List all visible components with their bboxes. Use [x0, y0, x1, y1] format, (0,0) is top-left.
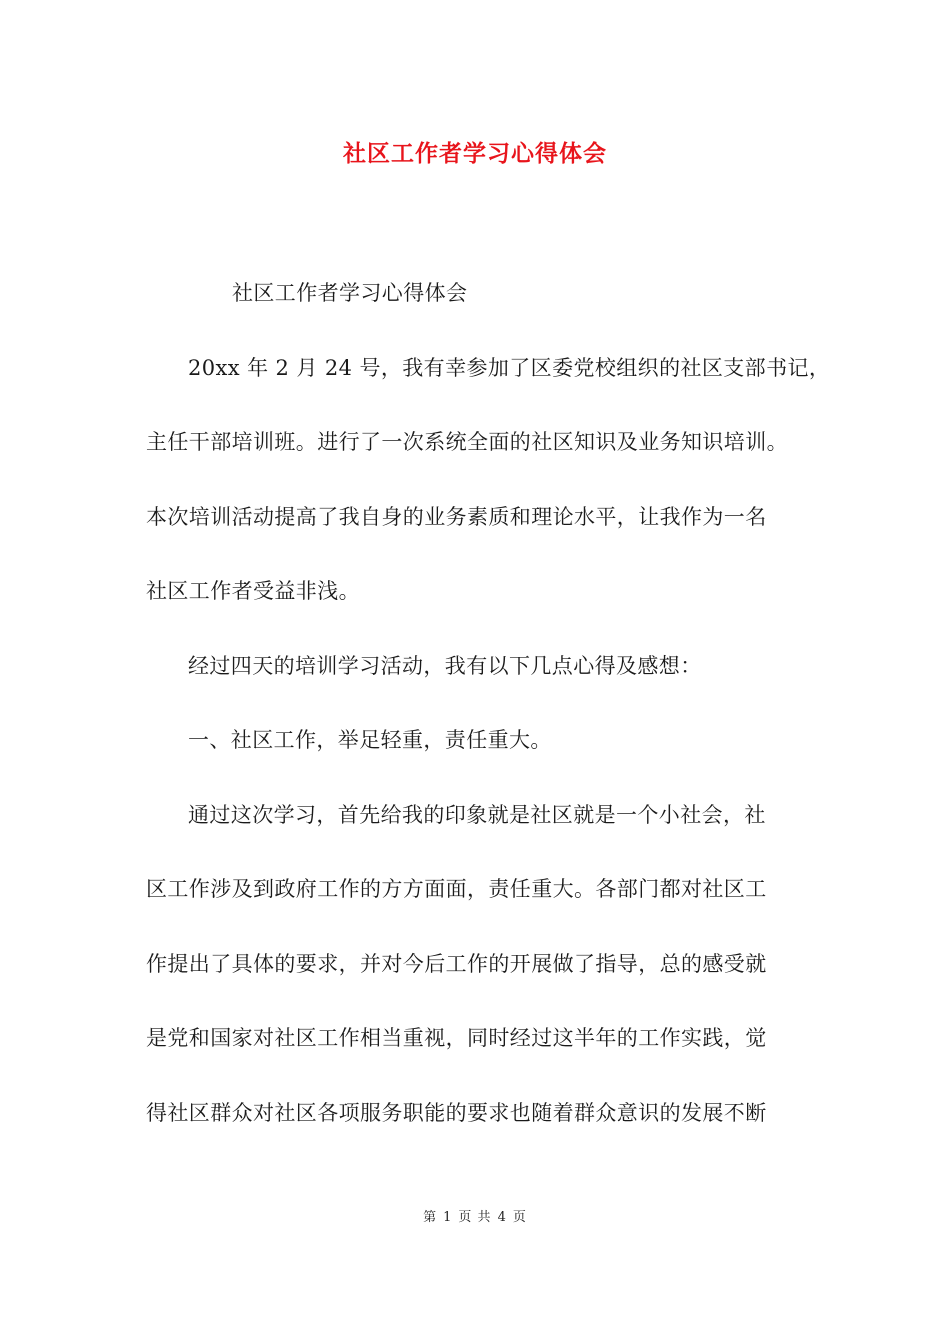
footer-suffix: 页 [512, 1210, 527, 1225]
body-line: 主任干部培训班。进行了一次系统全面的社区知识及业务知识培训。 [146, 430, 788, 454]
document-body [146, 272, 831, 1166]
body-line: 区工作涉及到政府工作的方方面面，责任重大。各部门都对社区工 [146, 877, 767, 901]
body-line: 经过四天的培训学习活动，我有以下几点心得及感想： [188, 653, 702, 678]
footer-page-number: 1 [443, 1210, 453, 1225]
body-subtitle: 社区工作者学习心得体会 [232, 281, 468, 305]
body-line: 20xx 年 2 月 24 号，我有幸参加了区委党校组织的社区支部书记， [188, 355, 831, 380]
footer-total-pages: 4 [497, 1210, 507, 1225]
body-line: 社区工作者受益非浅。 [146, 579, 360, 603]
body-line: 是党和国家对社区工作相当重视，同时经过这半年的工作实践，觉 [146, 1026, 767, 1050]
page-footer [0, 1208, 950, 1228]
body-line: 得社区群众对社区各项服务职能的要求也随着群众意识的发展不断 [146, 1100, 767, 1125]
body-line: 通过这次学习，首先给我的印象就是社区就是一个小社会，社 [188, 802, 766, 827]
document-title: 社区工作者学习心得体会 [343, 140, 607, 167]
body-line: 作提出了具体的要求，并对今后工作的开展做了指导，总的感受就 [146, 951, 767, 976]
footer-middle: 页 共 [458, 1210, 492, 1225]
body-line: 本次培训活动提高了我自身的业务素质和理论水平，让我作为一名 [146, 504, 767, 529]
section-heading: 一、社区工作，举足轻重，责任重大。 [188, 728, 552, 752]
footer-prefix: 第 [423, 1210, 438, 1225]
